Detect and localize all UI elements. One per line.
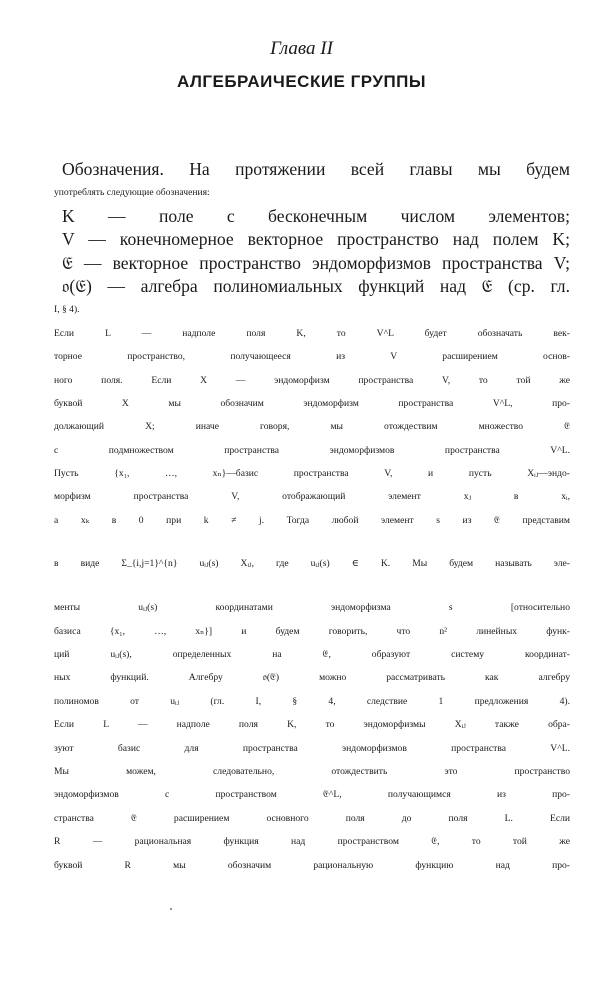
text-line: Если L — надполе поля K, то эндоморфизмы Xᵢⱼ также обра-: [54, 719, 570, 731]
formula-line: в виде Σ_{i,j=1}^{n} uᵢⱼ(s) Xᵢⱼ, где uᵢⱼ(s) ∈ K. Мы будем называть эле-: [54, 558, 570, 570]
text-line: употреблять следующие обозначения:: [54, 187, 210, 199]
text-line: Пусть {x₁, …, xₙ}—базис пространства V, и пусть Xᵢⱼ—эндо-: [54, 468, 570, 480]
text-line: ций uᵢⱼ(s), определенных на 𝔈, образуют систему координат-: [54, 649, 570, 661]
text-line: морфизм пространства V, отображающий элемент xⱼ в xᵢ,: [54, 491, 570, 503]
text-line: R — рациональная функция над пространством 𝔈, то той же: [54, 836, 570, 848]
text-line: менты uᵢⱼ(s) координатами эндоморфизма s [относительно: [54, 602, 570, 614]
text-line: ных функций. Алгебру 𝔬(𝔈) можно рассматривать как алгебру: [54, 672, 570, 684]
text-line: должающий X; иначе говоря, мы отождествим множество 𝔈: [54, 421, 570, 433]
text-line: с подмножеством пространства эндоморфизмов пространства V^L.: [54, 444, 570, 456]
text-line: 𝔬(𝔈) — алгебра полиномиальных функций над 𝔈 (ср. гл.: [62, 275, 570, 296]
text-line: Если L — надполе поля K, то V^L будет обозначать век-: [54, 327, 570, 339]
text-line: V — конечномерное векторное пространство над полем K;: [62, 229, 570, 250]
chapter-label: Глава II: [270, 38, 333, 59]
body-text: [54, 158, 570, 877]
text-line: зуют базис для пространства эндоморфизмов пространства V^L.: [54, 742, 570, 754]
text-line: буквой X мы обозначим эндоморфизм пространства V^L, про-: [54, 397, 570, 409]
text-line: странства 𝔈 расширением основного поля до поля L. Если: [54, 812, 570, 824]
text-line: а xₖ в 0 при k ≠ j. Тогда любой элемент s из 𝔈 представим: [54, 514, 570, 526]
text-line: K — поле с бесконечным числом элементов;: [62, 205, 570, 226]
text-line: полиномов от uᵢⱼ (гл. I, § 4, следствие 1 предложения 4).: [54, 695, 570, 707]
speck-mark: [170, 908, 172, 910]
text-line: ного поля. Если X — эндоморфизм пространства V, то той же: [54, 374, 570, 386]
text-line: Обозначения. На протяжении всей главы мы будем: [62, 159, 570, 179]
text-line: эндоморфизмов с пространством 𝔈^L, получающимся из про-: [54, 789, 570, 801]
chapter-title: АЛГЕБРАИЧЕСКИЕ ГРУППЫ: [176, 72, 427, 91]
text-line: Мы можем, следовательно, отождествить это пространство: [54, 765, 570, 777]
text-line: 𝔈 — векторное пространство эндоморфизмов пространства V;: [62, 252, 570, 273]
text-line: базиса {x₁, …, xₙ}] и будем говорить, что n² линейных функ-: [54, 625, 570, 637]
text-line: буквой R мы обозначим рациональную функцию над про-: [54, 859, 570, 871]
text-line: I, § 4).: [54, 304, 80, 316]
text-line: торное пространство, получающееся из V расширением основ-: [54, 351, 570, 363]
